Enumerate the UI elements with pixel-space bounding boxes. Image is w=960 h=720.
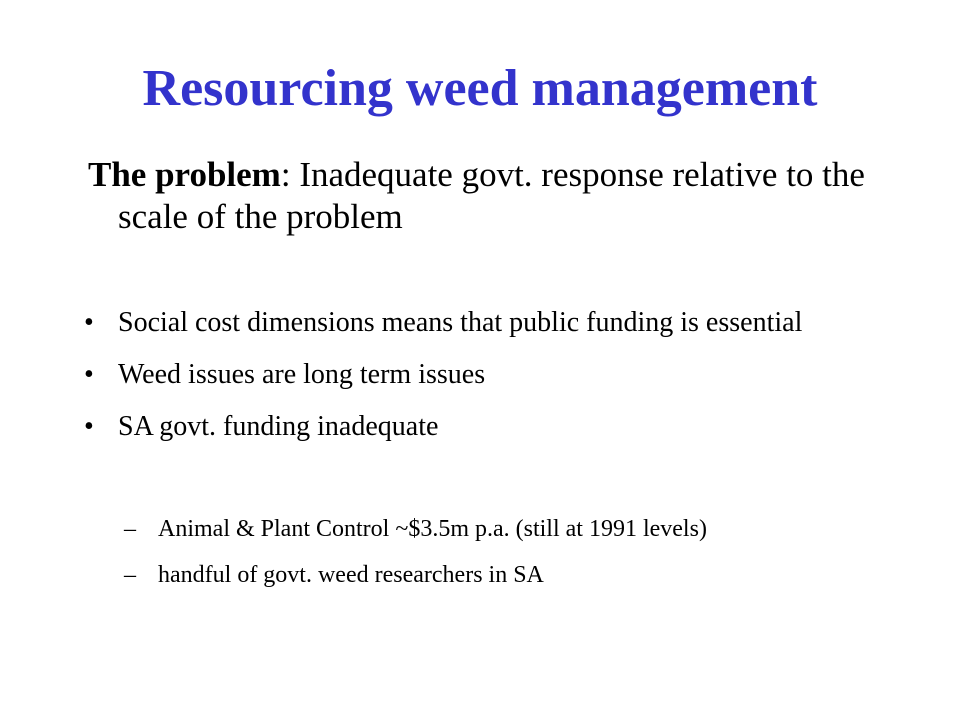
problem-text: : Inadequate govt. response relative to the scale of the problem xyxy=(118,155,865,236)
bullet-list xyxy=(84,306,884,462)
bullet-marker: • xyxy=(84,411,94,442)
bullet-text: Social cost dimensions means that public funding is essential xyxy=(118,307,803,338)
bullet-text: SA govt. funding inadequate xyxy=(118,411,439,442)
bullet-marker: • xyxy=(84,359,94,390)
sub-bullet-item xyxy=(124,560,844,590)
bullet-text: Weed issues are long term issues xyxy=(118,359,486,390)
bullet-item xyxy=(84,306,884,340)
problem-statement xyxy=(88,154,918,238)
bullet-item xyxy=(84,410,884,444)
sub-bullet-marker: – xyxy=(124,516,136,542)
sub-bullet-marker: – xyxy=(124,562,136,588)
sub-bullet-text: Animal & Plant Control ~$3.5m p.a. (still at 1991 levels) xyxy=(158,516,707,542)
problem-lead: The problem xyxy=(88,155,281,194)
sub-bullet-list xyxy=(124,514,844,606)
bullet-item xyxy=(84,358,884,392)
slide-title: Resourcing weed management xyxy=(142,60,818,117)
sub-bullet-text: handful of govt. weed researchers in SA xyxy=(158,562,544,588)
sub-bullet-item xyxy=(124,514,844,544)
bullet-marker: • xyxy=(84,307,94,338)
